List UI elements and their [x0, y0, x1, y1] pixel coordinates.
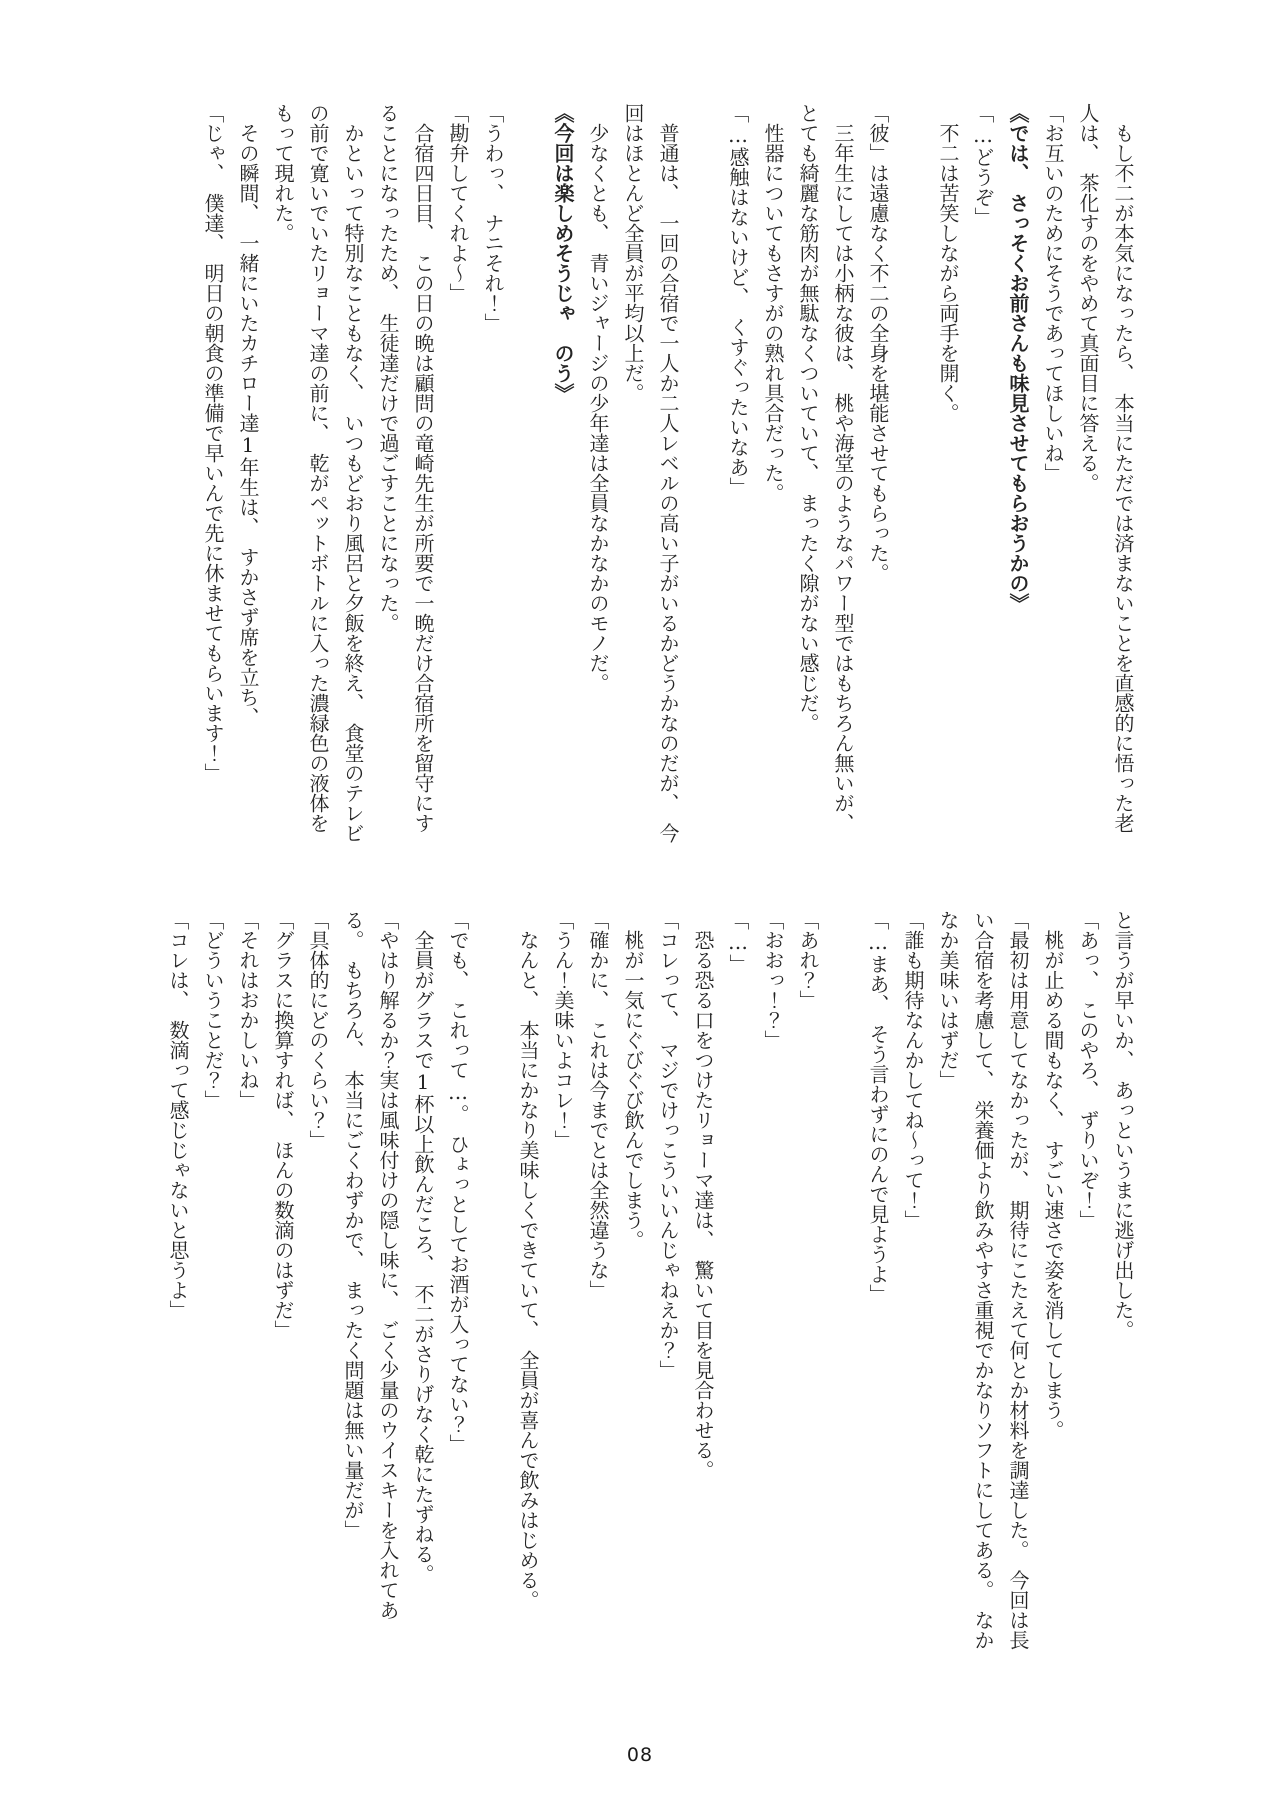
text-column-dialogue: 「誰も期待なんかしてね〜って！」: [901, 910, 925, 1230]
text-column-narrative: 普通は、 一回の合宿で一人か二人レベルの高い子がいるかどうかなのだが、 今: [656, 123, 680, 843]
text-column-dialogue: 「じゃ、 僕達、 明日の朝食の準備で早いんで先に休ませてもらいます！」: [201, 103, 225, 783]
text-column-dialogue: 「でも、 これって…。 ひょっとしてお酒が入ってない？」: [446, 910, 470, 1454]
text-column-narrative: 不二は苦笑しながら両手を開く。: [936, 123, 960, 423]
text-column-dialogue: 「…感触はないけど、 くすぐったいなあ」: [726, 103, 750, 497]
text-column-narrative: 桃が一気にぐびぐび飲んでしまう。: [621, 930, 645, 1250]
text-column-dialogue: 「最初は用意してなかったが、 期待にこたえて何とか材料を調達した。 今回は長: [1006, 910, 1030, 1650]
text-column-dialogue: 「確かに、 これは今までとは全然違うな」: [586, 910, 610, 1300]
text-column-narrative: る。 もちろん、 本当にごくわずかで、 まったく問題は無い量だが」: [341, 910, 365, 1540]
text-column-dialogue: 「どういうことだ？」: [201, 910, 225, 1110]
text-column-dialogue: 「コレは、 数滴って感じじゃないと思うよ」: [166, 910, 190, 1320]
text-column-narrative: 桃が止める間もなく、 すごい速さで姿を消してしまう。: [1041, 930, 1065, 1440]
text-column-narrative: と言うが早いか、 あっというまに逃げ出した。: [1111, 910, 1135, 1340]
text-column-narrative: もし不二が本気になったら、 本当にただでは済まないことを直感的に悟った老: [1111, 123, 1135, 833]
text-column-dialogue: 「おおっ！？」: [761, 910, 785, 1050]
text-column-dialogue: 「…」: [726, 910, 750, 974]
text-column-dialogue: 「うわっ、 ナニそれ！」: [481, 103, 505, 333]
text-column-narrative: 全員がグラスで1杯以上飲んだころ、 不二がさりげなく乾にたずねる。: [411, 930, 435, 1584]
text-column-narrative: 人は、 茶化すのをやめて真面目に答える。: [1076, 103, 1100, 493]
page-number: 08: [626, 1744, 654, 1766]
text-column-dialogue: 「あっ、 このやろ、 ずりいぞ！」: [1076, 910, 1100, 1230]
text-column-narrative: とても綺麗な筋肉が無駄なくついていて、 まったく隙がない感じだ。: [796, 103, 820, 733]
text-column-dialogue: 「…どうぞ」: [971, 103, 995, 227]
text-column-voice: 《今回は楽しめそうじゃ のう》: [551, 103, 575, 403]
text-column-dialogue: 「グラスに換算すれば、 ほんの数滴のはずだ」: [271, 910, 295, 1340]
text-column-dialogue: 「それはおかしいね」: [236, 910, 260, 1110]
text-column-narrative: その瞬間、 一緒にいたカチロー達1年生は、 すかさず席を立ち、: [236, 123, 260, 727]
text-column-narrative: 合宿四日目、 この日の晩は顧問の竜崎先生が所要で一晩だけ合宿所を留守にす: [411, 123, 435, 833]
blank-line: [825, 910, 860, 920]
text-column-narrative: 回はほとんど全員が平均以上だ。: [621, 103, 645, 403]
blank-line: [475, 910, 510, 920]
text-column-narrative: 恐る恐る口をつけたリョーマ達は、 驚いて目を見合わせる。: [691, 930, 715, 1480]
text-column-narrative: なんと、 本当にかなり美味しくできていて、 全員が喜んで飲みはじめる。: [516, 930, 540, 1610]
text-column-narrative: なか美味いはずだ」: [936, 910, 960, 1090]
text-column-dialogue: 「勘弁してくれよ〜」: [446, 103, 470, 303]
text-column-narrative: い合宿を考慮して、 栄養価より飲みやすさ重視でかなりソフトにしてある。 なか: [971, 910, 995, 1650]
text-column-dialogue: 「うん！美味いよコレ！」: [551, 910, 575, 1150]
text-column-narrative: もって現れた。: [271, 103, 295, 243]
text-column-dialogue: 「あれ？」: [796, 910, 820, 1010]
blank-line: [895, 103, 930, 113]
text-column-dialogue: 「コレって、 マジでけっこういいんじゃねえか？」: [656, 910, 680, 1380]
text-column-narrative: ることになったため、 生徒達だけで過ごすことになった。: [376, 103, 400, 633]
text-column-dialogue: 「お互いのためにそうであってほしいね」: [1041, 103, 1065, 483]
text-column-narrative: かといって特別なこともなく、 いつもどおり風呂と夕飯を終え、 食堂のテレビ: [341, 123, 365, 843]
text-block-top: [195, 103, 1140, 848]
blank-line: [510, 103, 545, 113]
blank-line: [685, 103, 720, 113]
text-column-dialogue: 「彼」は遠慮なく不二の全身を堪能させてもらった。: [866, 103, 890, 583]
text-column-dialogue: 「やはり解るか？実は風味付けの隠し味に、 ごく少量のウイスキーを入れてあ: [376, 910, 400, 1620]
text-block-bottom: [160, 910, 1140, 1675]
text-column-narrative: 三年生にしては小柄な彼は、 桃や海堂のようなパワー型ではもちろん無いが、: [831, 123, 855, 833]
text-column-dialogue: 「具体的にどのくらい？」: [306, 910, 330, 1150]
text-column-narrative: 少なくとも、 青いジャージの少年達は全員なかなかのモノだ。: [586, 123, 610, 693]
text-column-dialogue: 「…まあ、 そう言わずにのんで見ようよ」: [866, 910, 890, 1304]
text-column-narrative: 性器についてもさすがの熟れ具合だった。: [761, 123, 785, 503]
text-column-voice: 《では、 さっそくお前さんも味見させてもらおうかの》: [1006, 103, 1030, 613]
text-column-narrative: の前で寛いでいたリョーマ達の前に、 乾がペットボトルに入った濃緑色の液体を: [306, 103, 330, 833]
